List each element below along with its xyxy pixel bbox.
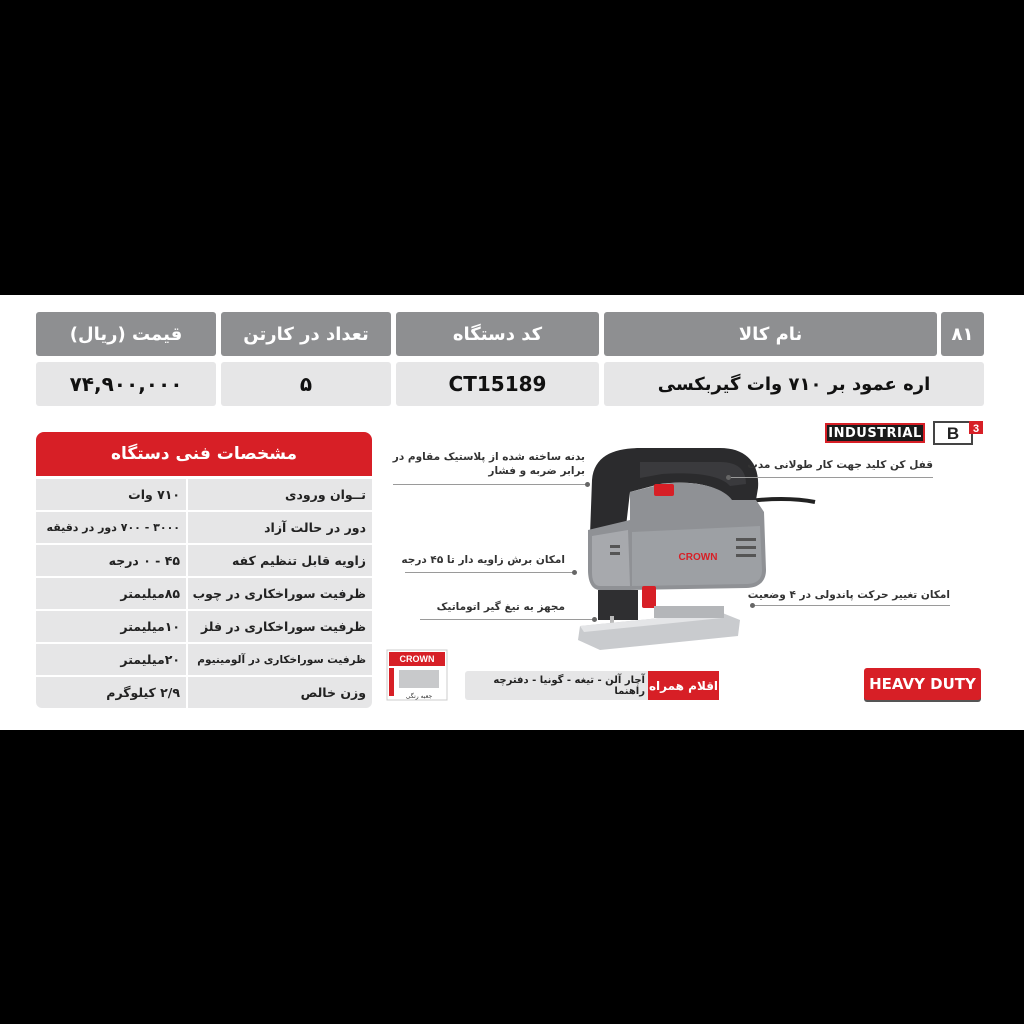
color-box-icon xyxy=(385,648,449,702)
product-code: CT15189 xyxy=(396,362,599,406)
accessories-items: آچار آلن - تیغه - گونیا - دفترچه راهنما xyxy=(493,674,645,697)
spec-value: ۱۰میلیمتر xyxy=(36,611,186,642)
svg-text:B: B xyxy=(946,424,960,443)
callout-bevel-line-marker xyxy=(405,572,575,573)
header-name-label: نام کالا xyxy=(604,312,937,356)
callout-lock-line-marker xyxy=(728,477,933,478)
callout-blade: مجهز به تیغ گیر اتوماتیک xyxy=(436,601,565,613)
spec-row xyxy=(36,677,372,708)
callout-blade-dot xyxy=(592,617,597,622)
box-caption: جعبه رنگی xyxy=(405,693,433,700)
spec-label: ظرفیت سوراخکاری در چوب xyxy=(188,578,372,609)
callout-pendulum: امکان تغییر حرکت پاندولی در ۴ وضعیت xyxy=(747,589,950,601)
callout-body-dot xyxy=(585,482,590,487)
callout-body xyxy=(385,450,585,478)
spec-row xyxy=(36,611,372,642)
callout-body-line-marker xyxy=(393,484,588,485)
jigsaw-image xyxy=(570,440,820,655)
spec-row xyxy=(36,545,372,576)
product-name: اره عمود بر ۷۱۰ وات گیربکسی xyxy=(604,362,984,406)
industrial-badge: INDUSTRIAL xyxy=(825,423,925,443)
callout-lock: قفل کن کلید جهت کار طولانی مدت xyxy=(747,459,933,471)
header-code-label: کد دستگاه xyxy=(396,312,599,356)
accessories-label: اقلام همراه xyxy=(648,671,719,700)
product-price: ۷۴,۹۰۰,۰۰۰ xyxy=(36,362,216,406)
spec-label: تــوان ورودی xyxy=(188,479,372,510)
header-price-label: قیمت (ریال) xyxy=(36,312,216,356)
callout-pendulum-dot xyxy=(750,603,755,608)
spec-value: ۸۵میلیمتر xyxy=(36,578,186,609)
specs-title: مشخصات فنی دستگاه xyxy=(36,432,372,476)
spec-value: ۷۱۰ وات xyxy=(36,479,186,510)
svg-text:3: 3 xyxy=(972,423,980,435)
callout-pendulum-line-marker xyxy=(752,605,950,606)
heavy-duty-badge: HEAVY DUTY xyxy=(864,668,981,700)
spec-label: ظرفیت سوراخکاری در آلومینیوم xyxy=(188,644,372,675)
jigsaw-brand-label: CROWN xyxy=(678,552,718,563)
spec-row xyxy=(36,512,372,543)
carton-qty: ۵ xyxy=(221,362,391,406)
spec-value: ۳۰۰۰ - ۷۰۰ دور در دقیقه xyxy=(36,512,186,543)
header-index: ۸۱ xyxy=(941,312,984,356)
callout-bevel: امکان برش زاویه دار تا ۴۵ درجه xyxy=(401,554,565,566)
spec-value: ۲۰میلیمتر xyxy=(36,644,186,675)
b3-logo-icon xyxy=(933,421,983,445)
spec-label: وزن خالص xyxy=(188,677,372,708)
box-brand-label: CROWN xyxy=(399,654,435,664)
spec-row xyxy=(36,644,372,675)
callout-lock-dot xyxy=(726,475,731,480)
callout-body-line: بدنه ساخته شده از پلاستیک مقاوم در xyxy=(392,451,585,463)
spec-row xyxy=(36,479,372,510)
spec-label: ظرفیت سوراخکاری در فلز xyxy=(188,611,372,642)
spec-value: ۴۵ - ۰ درجه xyxy=(36,545,186,576)
spec-value: ۲/۹ کیلوگرم xyxy=(36,677,186,708)
spec-label: زاویه قابل تنظیم کفه xyxy=(188,545,372,576)
callout-body-line: برابر ضربه و فشار xyxy=(488,465,585,478)
callout-bevel-dot xyxy=(572,570,577,575)
header-qty-label: تعداد در کارتن xyxy=(221,312,391,356)
callout-blade-line-marker xyxy=(420,619,595,620)
spec-row xyxy=(36,578,372,609)
spec-label: دور در حالت آزاد xyxy=(188,512,372,543)
